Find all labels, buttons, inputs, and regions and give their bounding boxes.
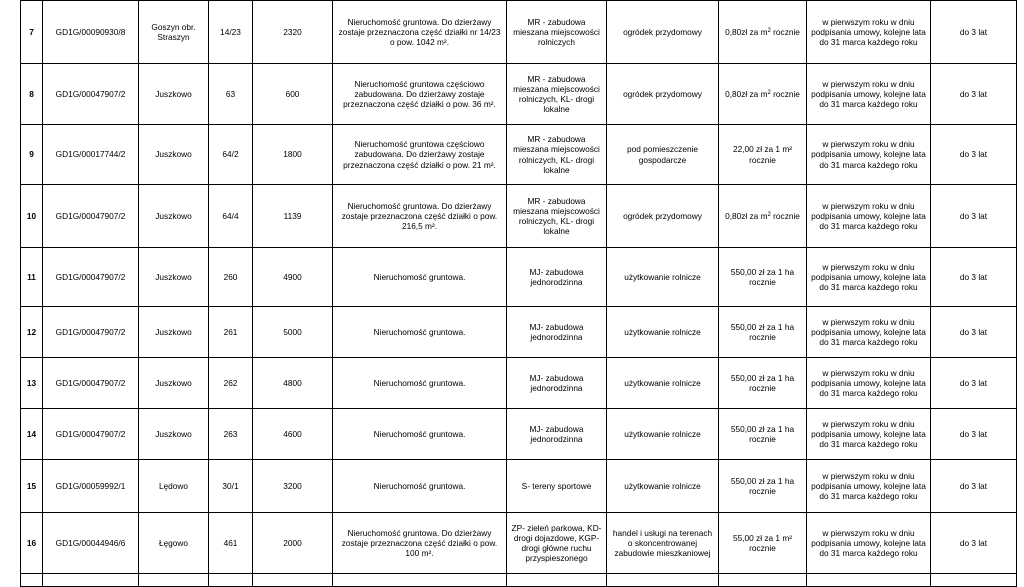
zoning-plan: S- tereny sportowe	[507, 460, 607, 513]
plot-area: 4800	[253, 358, 333, 409]
cell	[139, 574, 209, 587]
lease-purpose: ogródek przydomowy	[607, 64, 719, 125]
lease-purpose: użytkowanie rolnicze	[607, 460, 719, 513]
land-register-number: GD1G/00047907/2	[43, 409, 139, 460]
plot-area: 4600	[253, 409, 333, 460]
land-register-number: GD1G/00047907/2	[43, 185, 139, 248]
rent-rate	[719, 185, 807, 248]
cell	[333, 574, 507, 587]
rent-rate	[719, 64, 807, 125]
table-row	[21, 185, 1017, 248]
rent-rate-superscript: 2	[767, 89, 771, 96]
zoning-plan: MR - zabudowa mieszana miejscowości rolniczych	[507, 1, 607, 64]
payment-terms: w pierwszym roku w dniu podpisania umowy, kolejne lata do 31 marca każdego roku	[807, 307, 931, 358]
plot-number: 64/4	[209, 185, 253, 248]
row-number: 7	[21, 1, 43, 64]
locality: Juszkowo	[139, 248, 209, 307]
locality: Łęgowo	[139, 513, 209, 574]
lease-period: do 3 lat	[931, 307, 1017, 358]
rent-rate-suffix: rocznie	[770, 26, 800, 37]
locality: Lędowo	[139, 460, 209, 513]
rent-rate	[719, 125, 807, 185]
plot-area: 1139	[253, 185, 333, 248]
lease-period: do 3 lat	[931, 513, 1017, 574]
lease-table	[20, 0, 1017, 587]
property-description: Nieruchomość gruntowa częściowo zabudowana. Do dzierżawy zostaje przeznaczona część działki o pow. 36 m².	[333, 64, 507, 125]
land-register-number: GD1G/00047907/2	[43, 64, 139, 125]
cell	[43, 574, 139, 587]
plot-number: 14/23	[209, 1, 253, 64]
row-number: 13	[21, 358, 43, 409]
rent-rate-text: 0,80zł za m	[725, 88, 768, 99]
payment-terms: w pierwszym roku w dniu podpisania umowy, kolejne lata do 31 marca każdego roku	[807, 248, 931, 307]
plot-area: 2000	[253, 513, 333, 574]
plot-area: 2320	[253, 1, 333, 64]
rent-rate	[719, 1, 807, 64]
row-number: 16	[21, 513, 43, 574]
payment-terms: w pierwszym roku w dniu podpisania umowy, kolejne lata do 31 marca każdego roku	[807, 64, 931, 125]
zoning-plan: MR - zabudowa mieszana miejscowości rolniczych, KL- drogi lokalne	[507, 185, 607, 248]
table-body	[21, 0, 1017, 587]
payment-terms: w pierwszym roku w dniu podpisania umowy, kolejne lata do 31 marca każdego roku	[807, 185, 931, 248]
lease-purpose: użytkowanie rolnicze	[607, 409, 719, 460]
cell	[507, 574, 607, 587]
rent-rate	[719, 460, 807, 513]
payment-terms: w pierwszym roku w dniu podpisania umowy, kolejne lata do 31 marca każdego roku	[807, 409, 931, 460]
lease-period: do 3 lat	[931, 409, 1017, 460]
payment-terms: w pierwszym roku w dniu podpisania umowy, kolejne lata do 31 marca każdego roku	[807, 1, 931, 64]
table-row	[21, 248, 1017, 307]
payment-terms: w pierwszym roku w dniu podpisania umowy, kolejne lata do 31 marca każdego roku	[807, 513, 931, 574]
lease-purpose: handel i usługi na terenach o skoncentrowanej zabudowie mieszkaniowej	[607, 513, 719, 574]
payment-terms: w pierwszym roku w dniu podpisania umowy, kolejne lata do 31 marca każdego roku	[807, 358, 931, 409]
lease-purpose: ogródek przydomowy	[607, 1, 719, 64]
rent-rate-superscript: 2	[767, 27, 771, 34]
property-description: Nieruchomość gruntowa.	[333, 307, 507, 358]
zoning-plan: MR - zabudowa mieszana miejscowości rolniczych, KL- drogi lokalne	[507, 125, 607, 185]
plot-number: 261	[209, 307, 253, 358]
lease-period: do 3 lat	[931, 248, 1017, 307]
table-row	[21, 513, 1017, 574]
plot-area: 3200	[253, 460, 333, 513]
rent-rate	[719, 248, 807, 307]
table-row	[21, 460, 1017, 513]
property-description: Nieruchomość gruntowa.	[333, 358, 507, 409]
lease-purpose: pod pomieszczenie gospodarcze	[607, 125, 719, 185]
property-description: Nieruchomość gruntowa częściowo zabudowana. Do dzierżawy zostaje przeznaczona część działki o pow. 21 m².	[333, 125, 507, 185]
land-register-number: GD1G/00047907/2	[43, 358, 139, 409]
payment-terms: w pierwszym roku w dniu podpisania umowy, kolejne lata do 31 marca każdego roku	[807, 125, 931, 185]
plot-number: 260	[209, 248, 253, 307]
rent-rate-text: 550,00 zł za 1 ha rocznie	[730, 475, 795, 496]
rent-rate	[719, 358, 807, 409]
row-number: 15	[21, 460, 43, 513]
locality: Juszkowo	[139, 307, 209, 358]
cell	[607, 574, 719, 587]
rent-rate-text: 550,00 zł za 1 ha rocznie	[730, 423, 795, 444]
lease-purpose: ogródek przydomowy	[607, 185, 719, 248]
cell	[719, 574, 807, 587]
zoning-plan: MJ- zabudowa jednorodzinna	[507, 307, 607, 358]
cell	[931, 574, 1017, 587]
rent-rate-suffix: rocznie	[770, 88, 800, 99]
zoning-plan: ZP- zieleń parkowa, KD- drogi dojazdowe, KGP- drogi główne ruchu przyspieszonego	[507, 513, 607, 574]
plot-area: 4900	[253, 248, 333, 307]
plot-number: 63	[209, 64, 253, 125]
locality: Juszkowo	[139, 125, 209, 185]
table-row	[21, 125, 1017, 185]
locality: Juszkowo	[139, 409, 209, 460]
row-number: 9	[21, 125, 43, 185]
table-row	[21, 307, 1017, 358]
row-number: 10	[21, 185, 43, 248]
lease-purpose: użytkowanie rolnicze	[607, 358, 719, 409]
rent-rate-text: 22,00 zł za 1 m² rocznie	[732, 144, 793, 165]
cell	[253, 574, 333, 587]
row-number: 11	[21, 248, 43, 307]
lease-purpose: użytkowanie rolnicze	[607, 307, 719, 358]
locality: Juszkowo	[139, 358, 209, 409]
plot-number: 461	[209, 513, 253, 574]
land-register-number: GD1G/00017744/2	[43, 125, 139, 185]
plot-number: 30/1	[209, 460, 253, 513]
table-row	[21, 409, 1017, 460]
rent-rate-superscript: 2	[767, 211, 771, 218]
lease-period: do 3 lat	[931, 460, 1017, 513]
rent-rate	[719, 513, 807, 574]
rent-rate-text: 550,00 zł za 1 ha rocznie	[730, 372, 795, 393]
rent-rate	[719, 409, 807, 460]
plot-number: 263	[209, 409, 253, 460]
cell	[807, 574, 931, 587]
rent-rate-suffix: rocznie	[770, 210, 800, 221]
land-register-number: GD1G/00044946/6	[43, 513, 139, 574]
property-description: Nieruchomość gruntowa.	[333, 460, 507, 513]
cell	[21, 574, 43, 587]
rent-rate-text: 0,80zł za m	[725, 210, 768, 221]
table-row	[21, 358, 1017, 409]
rent-rate-text: 55,00 zł za 1 m² rocznie	[732, 532, 793, 553]
land-register-number: GD1G/00047907/2	[43, 248, 139, 307]
cell	[209, 574, 253, 587]
plot-number: 64/2	[209, 125, 253, 185]
rent-rate-text: 550,00 zł za 1 ha rocznie	[730, 266, 795, 287]
land-register-number: GD1G/00059992/1	[43, 460, 139, 513]
row-number: 14	[21, 409, 43, 460]
lease-period: do 3 lat	[931, 125, 1017, 185]
lease-purpose: użytkowanie rolnicze	[607, 248, 719, 307]
property-description: Nieruchomość gruntowa. Do dzierżawy zostaje przeznaczona część działki o pow. 100 m².	[333, 513, 507, 574]
table-row	[21, 64, 1017, 125]
next-row-remnant	[21, 574, 1017, 587]
property-description: Nieruchomość gruntowa. Do dzierżawy zostaje przeznaczona część działki nr 14/23 o pow. 1042 m².	[333, 1, 507, 64]
property-description: Nieruchomość gruntowa.	[333, 248, 507, 307]
rent-rate	[719, 307, 807, 358]
zoning-plan: MJ- zabudowa jednorodzinna	[507, 358, 607, 409]
row-number: 12	[21, 307, 43, 358]
property-description: Nieruchomość gruntowa. Do dzierżawy zostaje przeznaczona część działki o pow. 216,5 m².	[333, 185, 507, 248]
land-register-number: GD1G/00047907/2	[43, 307, 139, 358]
locality: Goszyn obr. Straszyn	[139, 1, 209, 64]
plot-area: 5000	[253, 307, 333, 358]
rent-rate-text: 550,00 zł za 1 ha rocznie	[730, 321, 795, 342]
locality: Juszkowo	[139, 64, 209, 125]
zoning-plan: MR - zabudowa mieszana miejscowości rolniczych, KL- drogi lokalne	[507, 64, 607, 125]
zoning-plan: MJ- zabudowa jednorodzinna	[507, 248, 607, 307]
lease-period: do 3 lat	[931, 1, 1017, 64]
locality: Juszkowo	[139, 185, 209, 248]
plot-area: 600	[253, 64, 333, 125]
land-register-number: GD1G/00090930/8	[43, 1, 139, 64]
rent-rate-text: 0,80zł za m	[725, 26, 768, 37]
lease-period: do 3 lat	[931, 358, 1017, 409]
plot-area: 1800	[253, 125, 333, 185]
lease-period: do 3 lat	[931, 64, 1017, 125]
zoning-plan: MJ- zabudowa jednorodzinna	[507, 409, 607, 460]
plot-number: 262	[209, 358, 253, 409]
table-row	[21, 1, 1017, 64]
payment-terms: w pierwszym roku w dniu podpisania umowy, kolejne lata do 31 marca każdego roku	[807, 460, 931, 513]
lease-period: do 3 lat	[931, 185, 1017, 248]
row-number: 8	[21, 64, 43, 125]
lease-table-wrapper	[20, 0, 1016, 587]
property-description: Nieruchomość gruntowa.	[333, 409, 507, 460]
